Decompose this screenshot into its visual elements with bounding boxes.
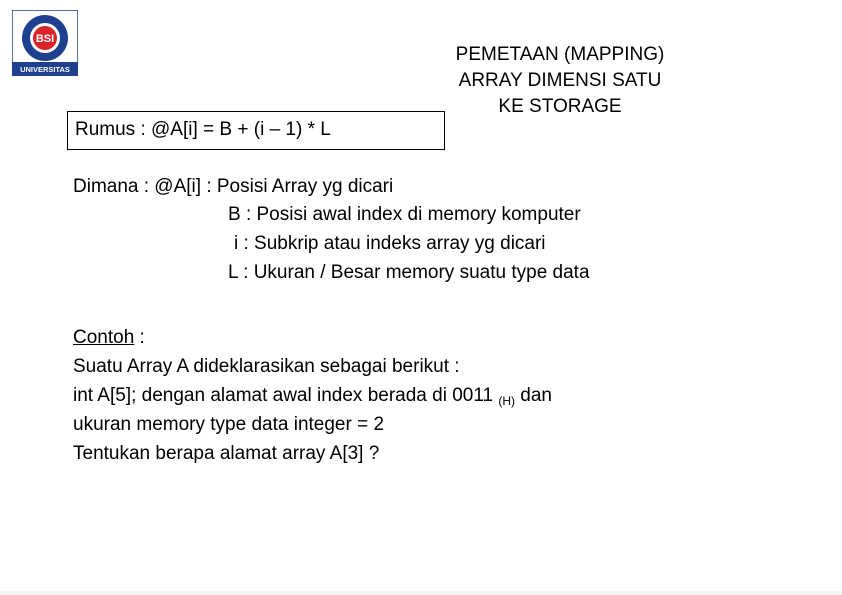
- formula-text: Rumus : @A[i] = B + (i – 1) * L: [75, 119, 331, 140]
- title-line-3: KE STORAGE: [498, 96, 622, 117]
- contoh-heading-text: Contoh: [73, 327, 135, 348]
- title-line-1: PEMETAAN (MAPPING): [455, 44, 665, 65]
- contoh-line-4: Tentukan berapa alamat array A[3] ?: [73, 443, 380, 464]
- title-line-2: ARRAY DIMENSI SATU: [458, 70, 662, 91]
- contoh-line-1: Suatu Array A dideklarasikan sebagai berikut :: [73, 356, 460, 377]
- contoh-heading-suffix: :: [134, 327, 145, 348]
- logo-emblem-text: BSI: [35, 33, 55, 45]
- bottom-edge: [0, 591, 842, 595]
- dimana-line-4: L : Ukuran / Besar memory suatu type data: [228, 262, 590, 283]
- dimana-line-2: B : Posisi awal index di memory komputer: [228, 204, 581, 225]
- contoh-line-2: [73, 384, 552, 413]
- formula-box: [67, 111, 445, 150]
- contoh-line-2-tail: dan: [515, 385, 552, 406]
- university-logo: [12, 10, 78, 76]
- dimana-line-1: Dimana : @A[i] : Posisi Array yg dicari: [73, 176, 394, 197]
- hex-subscript: (H): [498, 394, 516, 408]
- contoh-line-2-main: int A[5]; dengan alamat awal index berada di 0011: [73, 385, 499, 406]
- contoh-heading: [73, 326, 145, 350]
- slide-title: [440, 42, 680, 120]
- contoh-line-3: ukuran memory type data integer = 2: [73, 414, 385, 435]
- logo-band-text: UNIVERSITAS: [20, 65, 70, 74]
- dimana-line-3: i : Subkrip atau indeks array yg dicari: [234, 233, 546, 254]
